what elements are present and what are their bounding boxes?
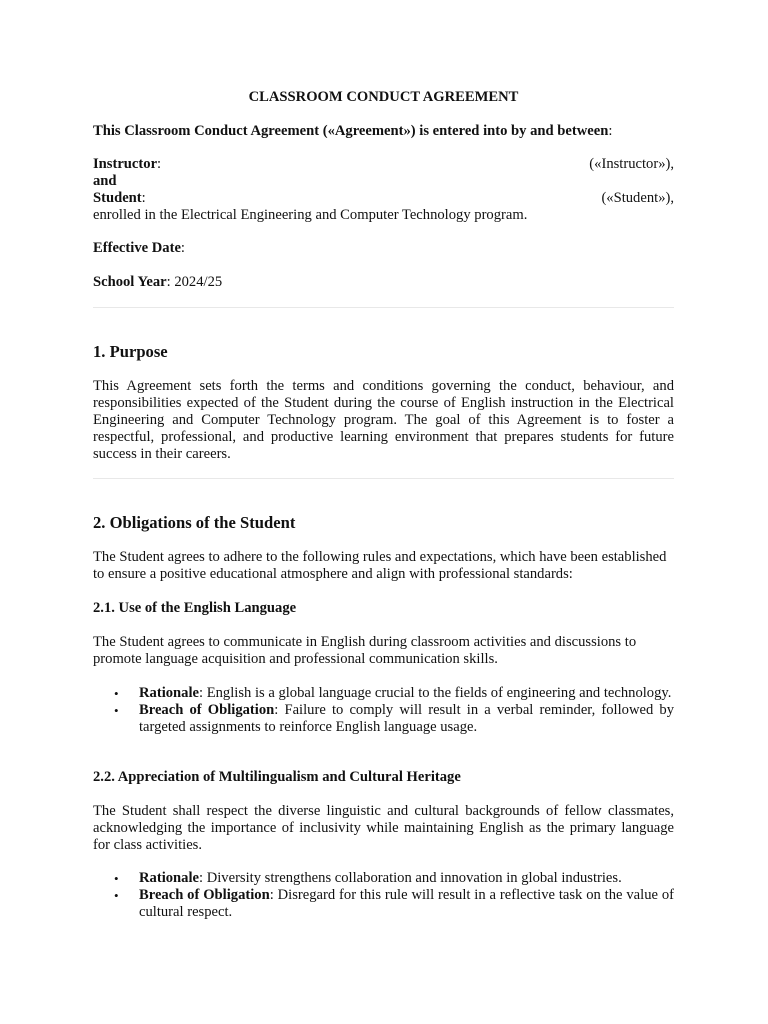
document-title: CLASSROOM CONDUCT AGREEMENT	[248, 89, 519, 105]
list-item: • Rationale: Diversity strengthens collaboration and innovation in global industries.	[114, 870, 622, 886]
bullet-icon: •	[114, 871, 119, 886]
list-item: • Breach of Obligation: Failure to comply will result in a verbal reminder, followed by targeted assignments to reinforce English language usage.	[114, 702, 674, 735]
enrolled-line: enrolled in the Electrical Engineering and Computer Technology program.	[93, 207, 528, 223]
bullet-label: Breach of Obligation	[139, 702, 275, 718]
obligations-intro: The Student agrees to adhere to the following rules and expectations, which have been established to ensure a positive educational atmosphere and align with professional standards:	[93, 549, 667, 582]
instructor-row: Instructor: («Instructor»),	[93, 156, 674, 172]
subsection-heading-english: 2.1. Use of the English Language	[93, 600, 297, 616]
instructor-tag: («Instructor»),	[589, 156, 674, 172]
list-item: • Rationale: English is a global language crucial to the fields of engineering and technology.	[114, 685, 672, 701]
school-year-value: : 2024/25	[166, 274, 223, 290]
student-tag: («Student»),	[601, 190, 674, 206]
effective-date-line: Effective Date:	[93, 240, 185, 256]
bullet-label: Rationale	[139, 870, 199, 886]
parties-block	[93, 156, 674, 224]
intro-colon: :	[608, 123, 613, 139]
purpose-paragraph: This Agreement sets forth the terms and conditions governing the conduct, behaviour, and responsibilities expected of the Student during the course of English instruction in the Electrical Engineering and Computer Technology program. The goal of this Agreement is to foster a respectful, professional, and productive learning environment that prepares students for future success in their careers.	[93, 378, 674, 462]
divider	[93, 478, 674, 479]
student-label: Student	[93, 190, 142, 206]
bullet-icon: •	[114, 686, 119, 701]
section-heading-obligations: 2. Obligations of the Student	[93, 513, 296, 532]
multilingualism-bullet-list	[93, 870, 674, 921]
instructor-label: Instructor	[93, 156, 158, 172]
bullet-icon: •	[114, 703, 119, 718]
school-year-label: School Year	[93, 274, 167, 290]
list-item: • Breach of Obligation: Disregard for this rule will result in a reflective task on the value of cultural respect.	[114, 887, 674, 920]
subsection-heading-multilingualism: 2.2. Appreciation of Multilingualism and Cultural Heritage	[93, 769, 461, 785]
multilingualism-paragraph: The Student shall respect the diverse linguistic and cultural backgrounds of fellow classmates, acknowledging the importance of inclusivity while maintaining English as the primary language for class activities.	[93, 803, 674, 853]
student-row: Student: («Student»),	[93, 190, 674, 206]
divider	[93, 307, 674, 308]
section-heading-purpose: 1. Purpose	[93, 342, 168, 361]
bullet-label: Breach of Obligation	[139, 887, 270, 903]
and-word: and	[93, 173, 117, 189]
bullet-icon: •	[114, 888, 119, 903]
school-year-line	[93, 274, 674, 291]
bullet-label: Rationale	[139, 685, 199, 701]
english-paragraph: The Student agrees to communicate in English during classroom activities and discussions to promote language acquisition and professional communication skills.	[93, 634, 637, 667]
intro-line	[93, 123, 674, 140]
intro-text: This Classroom Conduct Agreement («Agreement») is entered into by and between	[93, 123, 609, 139]
english-bullet-list	[93, 685, 674, 736]
effective-date-label: Effective Date	[93, 240, 181, 256]
